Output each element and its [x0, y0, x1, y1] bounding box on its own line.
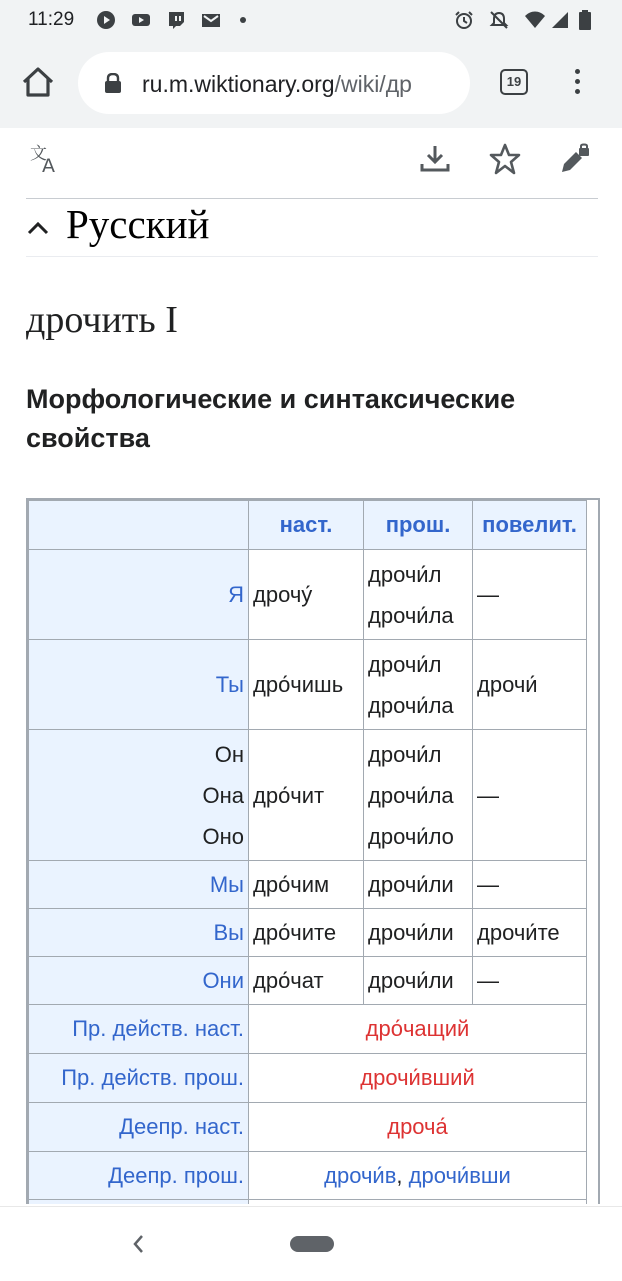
participle-value[interactable]: дрочи́вший	[249, 1054, 587, 1103]
present-cell: дро́чишь	[249, 640, 364, 730]
table-row	[29, 640, 587, 730]
back-icon[interactable]	[128, 1231, 148, 1257]
alarm-icon	[454, 10, 474, 30]
table-row	[29, 909, 587, 957]
youtube-icon	[131, 10, 151, 30]
svg-text:文: 文	[30, 144, 47, 164]
conjugation-table	[26, 498, 600, 1204]
past-cell: дрочи́ли	[364, 957, 473, 1005]
signal-icon	[550, 10, 570, 30]
participle-value[interactable]: дроча́	[249, 1103, 587, 1152]
language-section-heading[interactable]	[26, 198, 598, 257]
past-cell: дрочи́л дрочи́ла дрочи́ло	[364, 730, 473, 861]
language-heading-text: Русский	[66, 201, 210, 247]
participle-label[interactable]: Пр. действ. наст.	[29, 1005, 249, 1054]
edit-lock-icon[interactable]	[558, 142, 592, 176]
present-cell: дро́чат	[249, 957, 364, 1005]
table-row	[29, 550, 587, 640]
participle-row	[29, 1054, 587, 1103]
present-cell: дро́чите	[249, 909, 364, 957]
url-text[interactable]	[142, 71, 462, 98]
system-nav-bar	[0, 1206, 622, 1281]
gerund-past-link-1[interactable]: дрочи́в	[324, 1162, 397, 1188]
imperative-cell: —	[473, 550, 587, 640]
table-row	[29, 957, 587, 1005]
translate-icon[interactable]	[28, 142, 62, 176]
word-heading: дрочить I	[26, 299, 178, 341]
present-cell: дро́чим	[249, 861, 364, 909]
pronoun-cell[interactable]: Ты	[29, 640, 249, 730]
more-notifications-dot	[238, 10, 248, 30]
star-icon[interactable]	[488, 142, 522, 176]
participle-row	[29, 1152, 587, 1200]
status-bar	[0, 0, 622, 40]
tabs-icon[interactable]	[500, 69, 528, 95]
participle-value[interactable]: дро́чащий	[249, 1005, 587, 1054]
table-row	[29, 1200, 587, 1205]
download-icon[interactable]	[418, 142, 452, 176]
imperative-cell: —	[473, 957, 587, 1005]
header-present[interactable]: наст.	[249, 501, 364, 550]
gmail-icon	[201, 10, 221, 30]
past-cell: дрочи́ли	[364, 861, 473, 909]
section-heading: Морфологические и синтаксические свойства	[26, 384, 516, 453]
pronoun-cell[interactable]: Я	[29, 550, 249, 640]
table-row	[29, 730, 587, 861]
battery-icon	[578, 10, 592, 30]
address-bar[interactable]	[78, 52, 470, 114]
mute-icon	[489, 10, 509, 30]
play-icon	[96, 10, 116, 30]
past-cell: дрочи́л дрочи́ла	[364, 550, 473, 640]
menu-icon[interactable]	[568, 66, 586, 102]
past-cell: дрочи́ли	[364, 909, 473, 957]
twitch-icon	[166, 10, 186, 30]
svg-text:A: A	[42, 155, 55, 176]
participle-label[interactable]: Деепр. прош.	[29, 1152, 249, 1200]
participle-label[interactable]: Деепр. наст.	[29, 1103, 249, 1152]
home-icon[interactable]	[20, 64, 56, 100]
participle-label[interactable]: Пр. действ. прош.	[29, 1054, 249, 1103]
status-time: 11:29	[28, 9, 75, 30]
url-path: /wiki/др	[334, 71, 412, 97]
pronoun-cell[interactable]: Мы	[29, 861, 249, 909]
header-imperative[interactable]: повелит.	[473, 501, 587, 550]
imperative-cell: —	[473, 730, 587, 861]
imperative-cell: дрочи́	[473, 640, 587, 730]
imperative-cell: —	[473, 861, 587, 909]
pronoun-cell[interactable]: Они	[29, 957, 249, 1005]
page-actions	[26, 128, 598, 199]
participle-row	[29, 1103, 587, 1152]
present-cell: дрочу́	[249, 550, 364, 640]
past-cell: дрочи́л дрочи́ла	[364, 640, 473, 730]
chevron-up-icon[interactable]	[26, 216, 50, 240]
table-row	[29, 861, 587, 909]
empty-header-cell	[29, 501, 249, 550]
pronoun-cell[interactable]: Вы	[29, 909, 249, 957]
home-pill-icon[interactable]	[290, 1236, 334, 1252]
present-cell: дро́чит	[249, 730, 364, 861]
imperative-cell: дрочи́те	[473, 909, 587, 957]
tab-count: 19	[506, 74, 522, 89]
url-host: ru.m.wiktionary.org	[142, 71, 335, 97]
header-past[interactable]: прош.	[364, 501, 473, 550]
participle-value: дрочи́в, дрочи́вши	[249, 1152, 587, 1200]
gerund-past-link-2[interactable]: дрочи́вши	[408, 1162, 511, 1188]
lock-icon[interactable]	[104, 73, 122, 93]
pronoun-cell[interactable]: Он Она Оно	[29, 730, 249, 861]
wifi-icon	[524, 10, 546, 30]
participle-row	[29, 1005, 587, 1054]
browser-toolbar	[0, 40, 622, 128]
table-header-row	[29, 501, 587, 550]
